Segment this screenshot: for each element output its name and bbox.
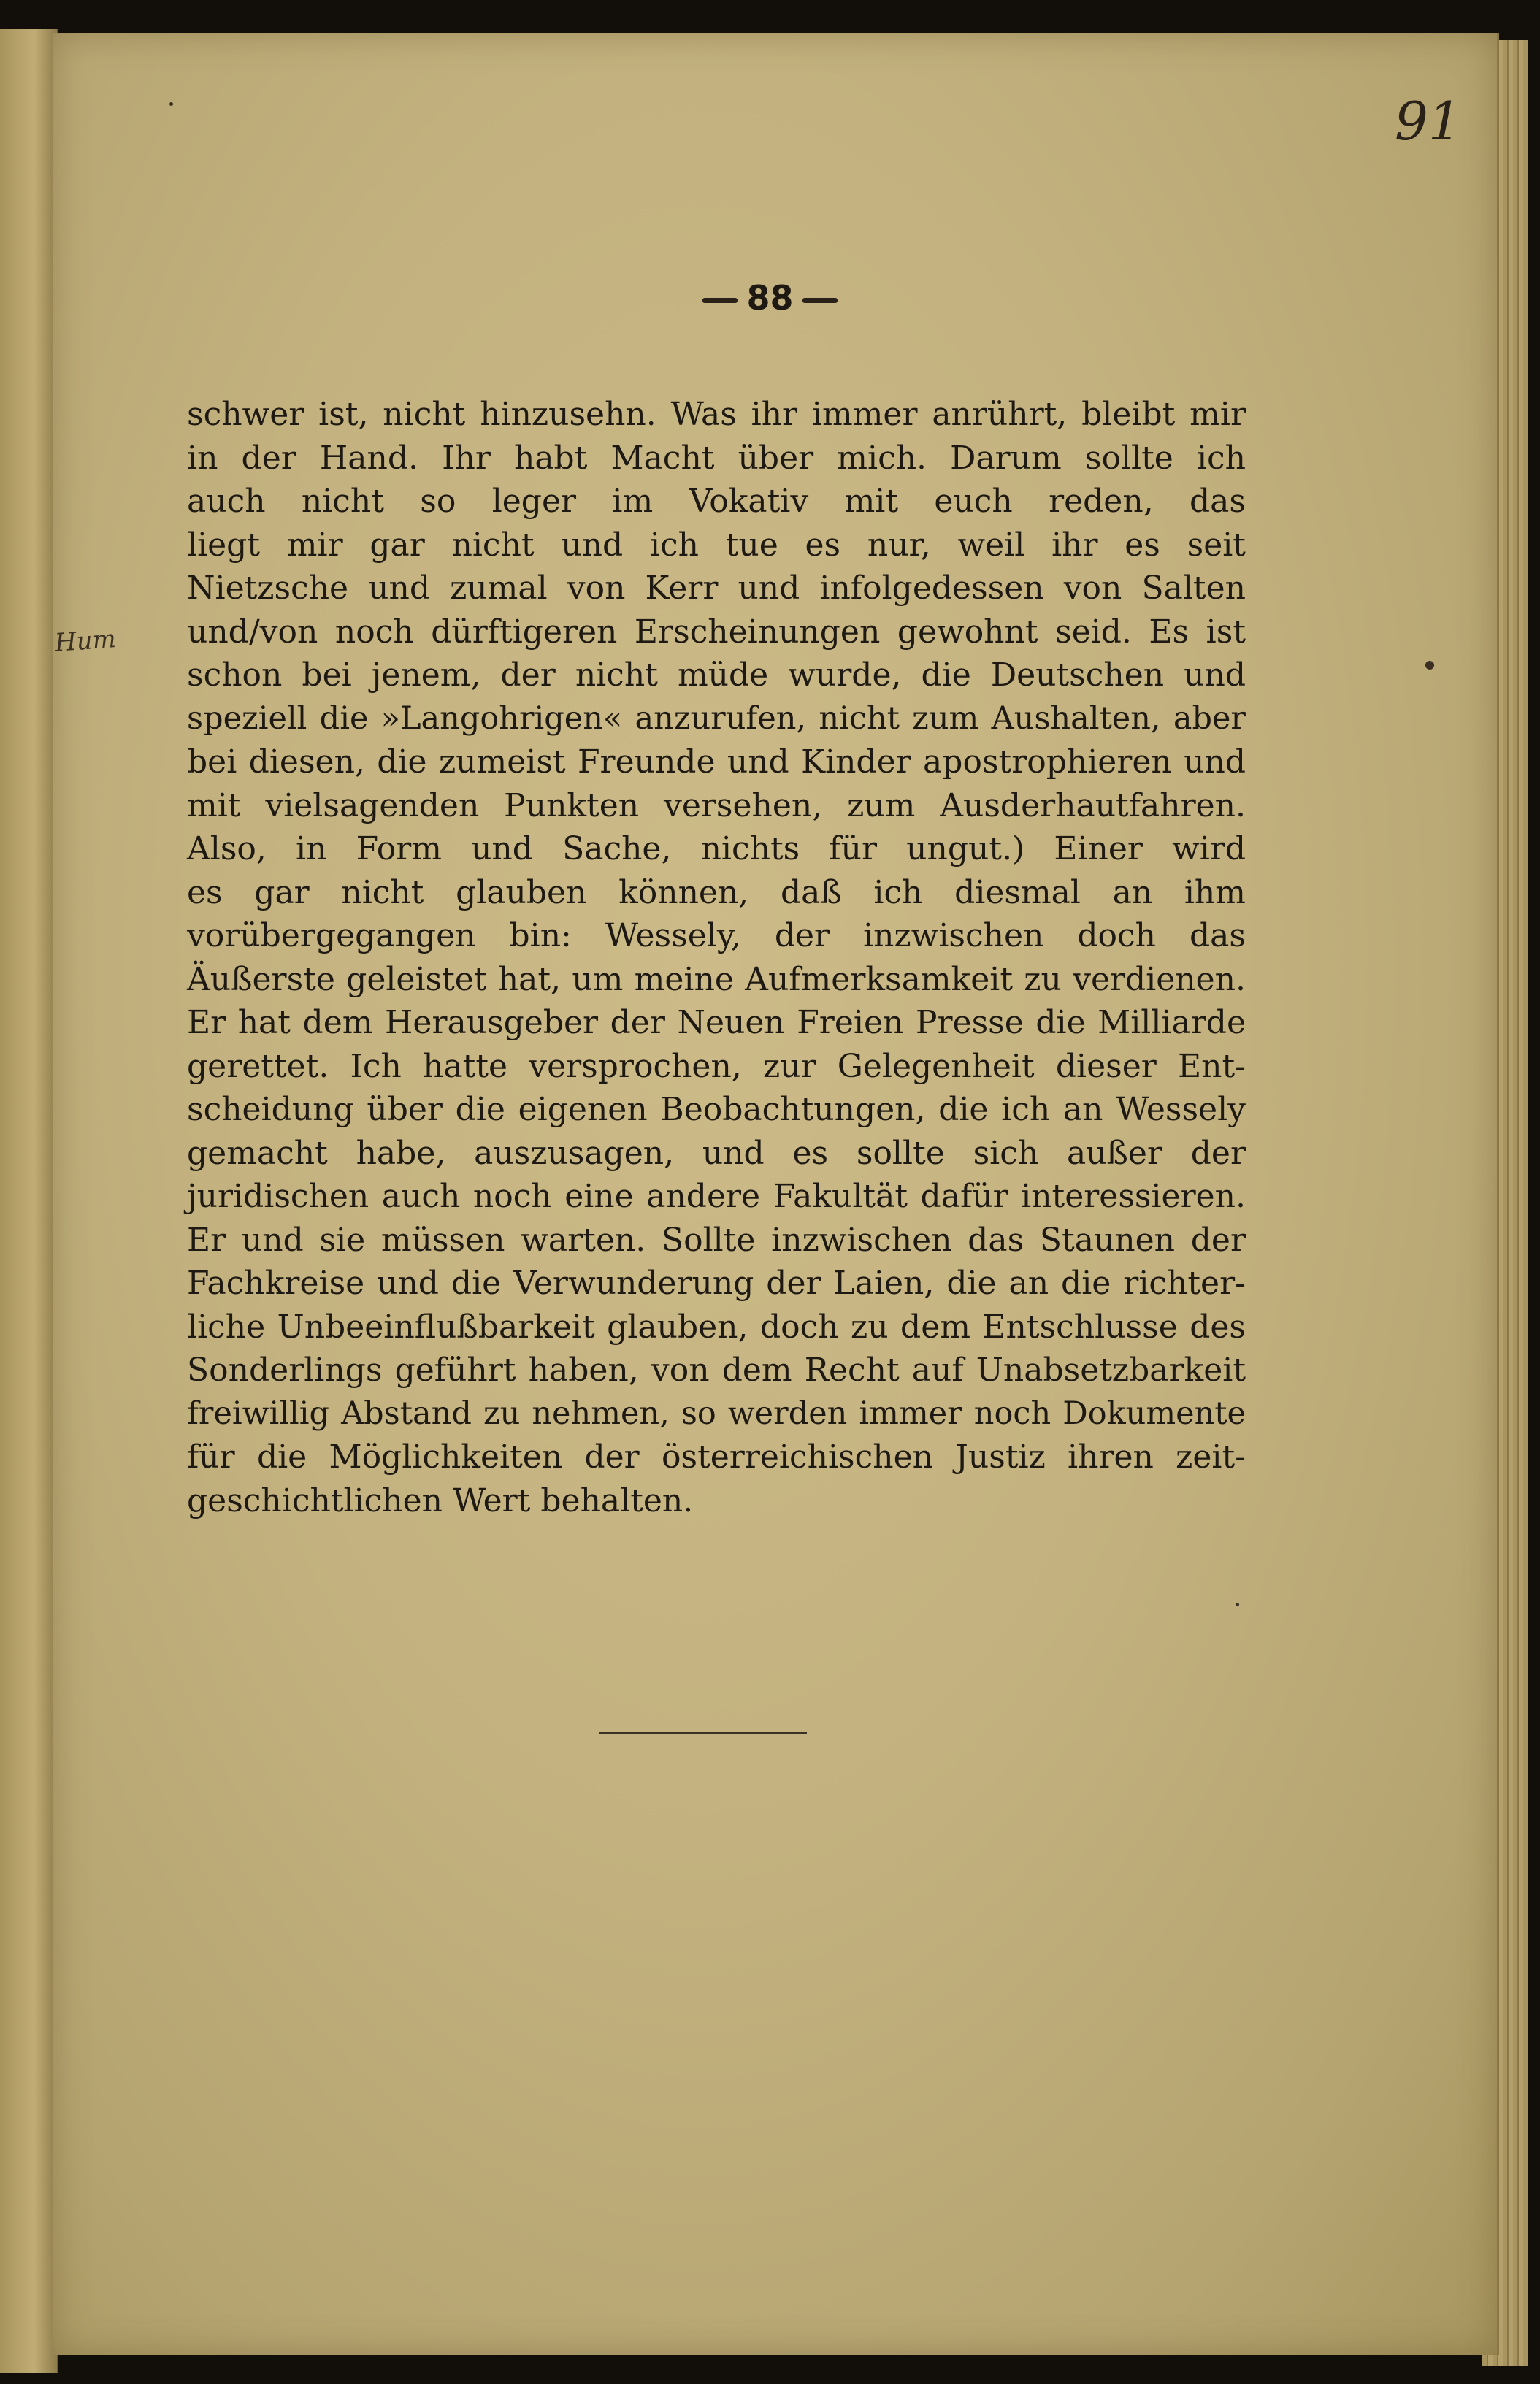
text-line: für die Möglichkeiten der österreichischen Justiz ihren zeit- — [187, 1438, 1246, 1476]
archive-folio-number: 91 — [1395, 91, 1462, 152]
end-rule — [599, 1732, 807, 1734]
text-line: Er hat dem Herausgeber der Neuen Freien Presse die Milliarde — [187, 1004, 1246, 1041]
ink-speck — [1425, 661, 1434, 670]
text-line: Also, in Form und Sache, nichts für ungut.) Einer wird — [187, 830, 1246, 867]
text-line: freiwillig Abstand zu nehmen, so werden immer noch Dokumente — [187, 1395, 1246, 1432]
text-line: Äußerste geleistet hat, um meine Aufmerksamkeit zu verdienen. — [187, 960, 1246, 998]
page-header — [0, 278, 1540, 318]
text-line: auch nicht so leger im Vokativ mit euch reden, das — [187, 483, 1246, 520]
page-number: 88 — [746, 278, 794, 318]
text-line: schwer ist, nicht hinzusehn. Was ihr immer anrührt, bleibt mir — [187, 396, 1246, 433]
text-line: schon bei jenem, der nicht müde wurde, die Deutschen und — [187, 656, 1246, 694]
text-line: und/von noch dürftigeren Erscheinungen gewohnt seid. Es ist — [187, 613, 1246, 651]
handwritten-margin-note: Hum — [53, 624, 118, 658]
text-line: mit vielsagenden Punkten versehen, zum Ausderhautfahren. — [187, 786, 1246, 824]
text-line: Er und sie müssen warten. Sollte inzwischen das Staunen der — [187, 1221, 1246, 1259]
facing-page-edge — [0, 29, 58, 2373]
text-line: juridischen auch noch eine andere Fakultät dafür interessieren. — [187, 1178, 1246, 1215]
text-line: gemacht habe, auszusagen, und es sollte sich außer der — [187, 1134, 1246, 1172]
text-line: Fachkreise und die Verwunderung der Laien, die an die richter- — [187, 1265, 1246, 1302]
ink-speck — [1236, 1603, 1239, 1606]
text-line: liche Unbeeinflußbarkeit glauben, doch zu dem Entschlusse des — [187, 1308, 1246, 1346]
header-ornament-left — [702, 298, 738, 303]
text-line: Nietzsche und zumal von Kerr und infolgedessen von Salten — [187, 570, 1246, 607]
text-line: geschichtlichen Wert behalten. — [187, 1482, 694, 1519]
text-line: gerettet. Ich hatte versprochen, zur Gelegenheit dieser Ent- — [187, 1047, 1246, 1085]
text-line: es gar nicht glauben können, daß ich diesmal an ihm — [187, 873, 1246, 911]
header-ornament-right — [802, 298, 838, 303]
ink-speck — [169, 102, 173, 106]
text-line: vorübergegangen bin: Wessely, der inzwischen doch das — [187, 917, 1246, 954]
text-line: speziell die »Langohrigen« anzurufen, nicht zum Aushalten, aber — [187, 700, 1246, 737]
body-text — [187, 393, 1246, 1522]
text-line: liegt mir gar nicht und ich tue es nur, weil ihr es seit — [187, 526, 1246, 564]
text-line: scheidung über die eigenen Beobachtungen, die ich an Wessely — [187, 1091, 1246, 1128]
text-line: in der Hand. Ihr habt Macht über mich. Darum sollte ich — [187, 439, 1246, 477]
text-line: Sonderlings geführt haben, von dem Recht auf Unabsetzbarkeit — [187, 1352, 1246, 1389]
text-line: bei diesen, die zumeist Freunde und Kinder apostrophieren und — [187, 743, 1246, 781]
